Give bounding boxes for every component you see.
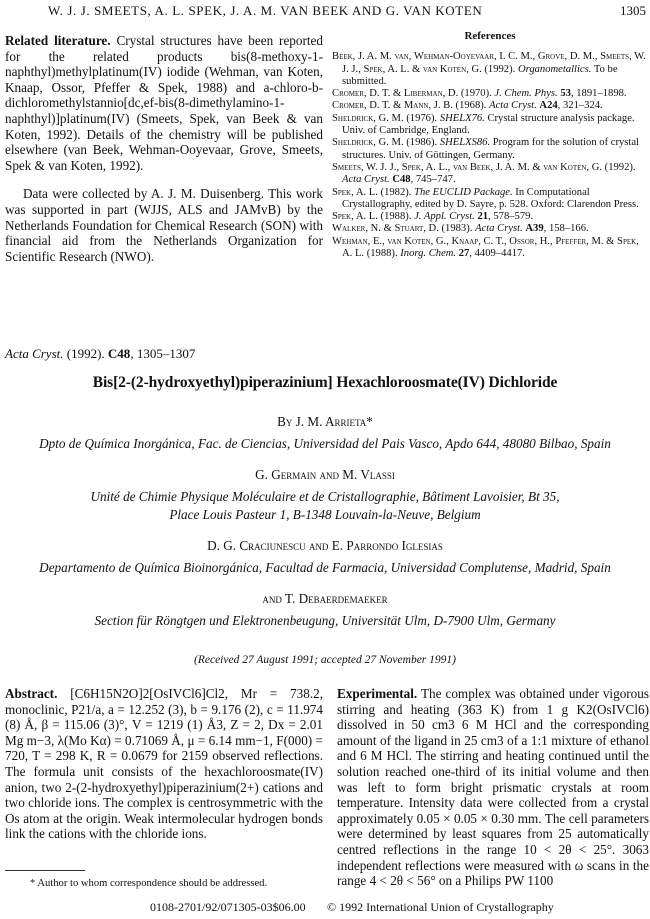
- author-line-2: G. Germain and M. Vlassi: [255, 467, 395, 482]
- reference-item: [332, 236, 648, 261]
- reference-volume: 53: [560, 88, 571, 100]
- references-heading: References: [464, 30, 516, 42]
- reference-journal: SHELXS86.: [439, 137, 491, 149]
- reference-authors: Sheldrick, G. M. (1986).: [332, 137, 440, 149]
- journal-name: Acta Cryst.: [5, 346, 64, 361]
- reference-rest: To be submitted.: [342, 63, 618, 87]
- footnote-rule: [5, 870, 85, 871]
- reference-volume: 27: [458, 248, 470, 260]
- reference-authors: Cromer, D. T. & Mann, J. B. (1968).: [332, 100, 490, 112]
- author-line-3: D. G. Craciunescu and E. Parrondo Iglesias: [207, 538, 443, 553]
- page-number: 1305: [620, 3, 646, 18]
- abstract-label: Abstract.: [5, 686, 58, 701]
- reference-authors: Cromer, D. T. & Liberman, D. (1970).: [332, 88, 495, 100]
- journal-pages: , 1305–1307: [130, 346, 196, 361]
- journal-citation: [5, 346, 195, 362]
- reference-authors: Walker, N. & Stuart, D. (1983).: [332, 223, 476, 235]
- reference-journal: SHELX76.: [439, 112, 485, 124]
- reference-journal: Acta Cryst.: [475, 223, 523, 235]
- reference-item: [332, 187, 648, 212]
- abstract-column: [5, 686, 323, 842]
- related-literature-column: [5, 33, 323, 277]
- author-line-1: By J. M. Arrieta*: [277, 414, 373, 429]
- experimental-column: [337, 686, 649, 889]
- article-title: Bis[2-(2-hydroxyethyl)piperazinium] Hexachloroosmate(IV) Dichloride: [92, 374, 558, 391]
- reference-item: [332, 223, 648, 235]
- reference-rest: , 745–747.: [410, 174, 456, 186]
- reference-journal: Acta Cryst.: [489, 100, 537, 112]
- references-list: [332, 51, 648, 260]
- related-literature-text: Crystal structures have been reported for the related products bis(8-methoxy-1-naphthyl)methylplatinum(IV) iodide (Wehman, van Koten, Knaap, Ossor, Pfeffer & Spek, 1988) and a-chloro-b-dichloromethylstannio[dc,ef-bis(8-dimethylamino-1-naphthyl)]platinum(IV) (Smeets, Spek, van Beek & van Koten, 1992). Details of the chemistry will be published elsewhere (van Beek, Wehman-Ooyevaar, Grove, Smeets, Spek & van Koten, 1992).: [5, 33, 323, 173]
- affiliation-2b: Place Louis Pasteur 1, B-1348 Louvain-la-Neuve, Belgium: [169, 507, 481, 522]
- reference-journal: Inorg. Chem.: [400, 248, 457, 260]
- reference-rest: In Computational Crystallography, edited by D. Sayre, p. 528. Oxford: Clarendon Press.: [342, 186, 639, 210]
- reference-authors: Spek, A. L. (1982).: [332, 186, 415, 198]
- reference-rest: Crystal structure analysis package. Univ. of Cambridge, England.: [342, 112, 635, 137]
- reference-journal: Acta Cryst.: [342, 174, 390, 186]
- received-dates: (Received 27 August 1991; accepted 27 November 1991): [194, 654, 456, 666]
- related-literature-label: Related literature.: [5, 33, 111, 48]
- reference-item: [332, 211, 648, 223]
- references-column: [332, 30, 648, 260]
- running-head-authors: W. J. J. SMEETS, A. L. SPEK, J. A. M. VAN BEEK AND G. VAN KOTEN: [48, 3, 483, 18]
- footnote: * Author to whom correspondence should be addressed.: [30, 878, 268, 889]
- reference-item: [332, 51, 648, 88]
- affiliation-3: Departamento de Química Bioinorgánica, Facultad de Farmacia, Universidad Complutense, Madrid, Spain: [39, 560, 611, 575]
- experimental-text: The complex was obtained under vigorous stirring and heating (363 K) from 1 g K2(OsIVCl6) dissolved in 50 cm3 6 M HCl and the corresponding amount of the ligand in 25 cm3 of a 1:1 mixture of ethanol and 6 M HCl. The stirring and heating continued until the solution reached one-third of its initial volume and then was left to form bright prismatic crystals at room temperature. Intensity data were collected from a crystal approximately 0.05 × 0.05 × 0.30 mm. The cell parameters were determined by least squares from 25 automatically centred reflections in the range 10 < 2θ < 25°. 3063 independent reflections were measured with ω scans in the range 4 < 2θ < 56° on a Philips PW 1100: [337, 686, 649, 889]
- reference-authors: Wehman, E., van Koten, G., Knaap, C. T., Ossor, H., Pfeffer, M. & Spek, A. L. (1988).: [332, 235, 639, 260]
- article-code: 0108-2701/92/071305-03$06.00: [150, 900, 306, 914]
- journal-volume: C48: [107, 346, 131, 361]
- running-head: [48, 3, 646, 21]
- journal-year: (1992).: [63, 346, 108, 361]
- reference-journal: The EUCLID Package.: [414, 186, 513, 198]
- reference-volume: C48: [392, 174, 411, 186]
- reference-rest: , 4409–4417.: [469, 248, 525, 260]
- reference-rest: Program for the solution of crystal structures. Univ. of Göttingen, Germany.: [342, 137, 639, 161]
- reference-authors: Spek, A. L. (1988).: [332, 211, 415, 223]
- reference-authors: Smeets, W. J. J., Spek, A. L., van Beek, J. A. M. & van Koten, G. (1992).: [332, 161, 636, 173]
- reference-volume: A24: [539, 100, 558, 112]
- reference-journal: J. Appl. Cryst.: [414, 211, 475, 223]
- reference-item: [332, 100, 648, 112]
- reference-volume: 21: [477, 211, 489, 223]
- reference-rest: , 578–579.: [488, 211, 534, 223]
- reference-item: [332, 137, 648, 162]
- reference-rest: , 158–166.: [543, 223, 589, 235]
- affiliation-1: Dpto de Química Inorgánica, Fac. de Ciencias, Universidad del Pais Vasco, Apdo 644, 48080 Bilbao, Spain: [39, 436, 611, 451]
- experimental-label: Experimental.: [337, 686, 418, 701]
- reference-item: [332, 113, 648, 138]
- reference-authors: Sheldrick, G. M. (1976).: [332, 112, 440, 124]
- reference-journal: J. Chem. Phys.: [494, 88, 558, 100]
- reference-journal: Organometallics.: [517, 63, 592, 75]
- affiliation-2a: Unité de Chimie Physique Moléculaire et de Cristallographie, Bâtiment Lavoisier, Bt 35,: [90, 489, 560, 504]
- author-line-4: and T. Debaerdemaeker: [262, 591, 388, 606]
- related-literature-paragraph: [5, 33, 323, 173]
- reference-item: [332, 88, 648, 100]
- reference-volume: A39: [525, 223, 544, 235]
- acknowledgement-paragraph: Data were collected by A. J. M. Duisenberg. This work was supported in part (WJJS, ALS and JAMvB) by the Netherlands Foundation for Chemical Research (SON) with financial aid from the Netherlands Organization for Scientific Research (NWO).: [5, 186, 323, 264]
- affiliation-4: Section für Röngtgen und Elektronenbeugung, Universität Ulm, D-7900 Ulm, Germany: [94, 613, 556, 628]
- reference-authors: Beek, J. A. M. van, Wehman-Ooyevaar, I. C. M., Grove, D. M., Smeets, W. J. J., Spek, A. L. & van Koten, G. (1992).: [332, 51, 646, 75]
- abstract-text: [C6H15N2O]2[OsIVCl6]Cl2, Mr = 738.2, monoclinic, P21/a, a = 12.252 (3), b = 9.176 (2), c = 11.974 (8) Å, β = 115.06 (3)°, V = 1219 (1) Å3, Z = 2, Dx = 2.01 Mg m−3, λ(Mo Kα) = 0.71069 Å, μ = 6.14 mm−1, F(000) = 720, T = 298 K, R = 0.0679 for 2159 observed reflections. The formula unit consists of the hexachloroosmate(IV) anion, two 2-(2-hydroxyethyl)piperazinium(2+) cations and two chloride ions. The complex is centrosymmetric with the Os atom at the origin. Weak intermolecular hydrogen bonds link the cations with the chloride ions.: [5, 686, 324, 842]
- reference-item: [332, 162, 648, 187]
- reference-rest: , 321–324.: [557, 100, 603, 112]
- reference-rest: , 1891–1898.: [570, 88, 627, 100]
- copyright: © 1992 International Union of Crystallography: [327, 900, 554, 914]
